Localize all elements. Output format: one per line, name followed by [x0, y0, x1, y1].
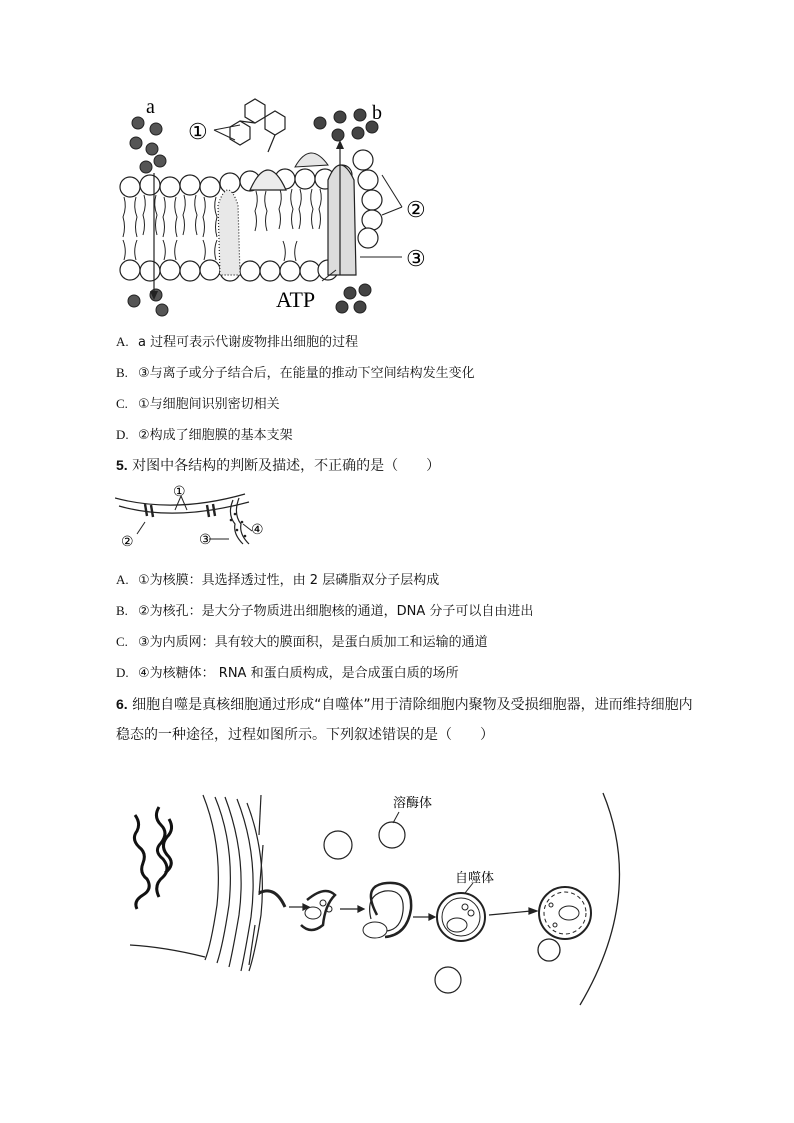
q5-stem: 5. 对图中各结构的判断及描述，不正确的是（ ）: [116, 457, 441, 474]
q5-label-3: ③: [199, 533, 212, 548]
label-lysosome: 溶酶体: [393, 796, 433, 811]
q4-option-c: C. ①与细胞间识别密切相关: [116, 396, 280, 412]
q5-option-a: A. ①为核膜：具选择透过性，由 2 层磷脂双分子层构成: [116, 572, 440, 588]
label-autophagosome: 自噬体: [455, 871, 495, 886]
molecules-a: [128, 117, 168, 316]
peripheral-protein: [295, 153, 328, 167]
q6-stem-line2: 稳态的一种途径，过程如图所示。下列叙述错误的是（ ）: [116, 727, 494, 743]
q4-option-a: A. a 过程可表示代谢废物排出细胞的过程: [116, 334, 359, 350]
q5-label-2: ②: [121, 535, 134, 550]
nucleus-figure: [115, 484, 275, 556]
q5-option-d: D. ④为核糖体： RNA 和蛋白质构成，是合成蛋白质的场所: [116, 665, 459, 681]
q6-stem-line1: 6. 细胞自噬是真核细胞通过形成“自噬体”用于清除细胞内聚物及受损细胞器，进而维持细胞内: [116, 696, 693, 713]
q4-option-b: B. ③与离子或分子结合后，在能量的推动下空间结构发生变化: [116, 365, 475, 381]
label-b: b: [372, 102, 382, 124]
q5-option-c: C. ③为内质网：具有较大的膜面积，是蛋白质加工和运输的通道: [116, 634, 488, 650]
q5-label-1: ①: [173, 485, 186, 500]
label-1: ①: [188, 119, 208, 144]
label-atp: ATP: [276, 287, 316, 312]
carrier-protein: [328, 165, 356, 275]
label-3: ③: [406, 246, 426, 271]
q5-option-b: B. ②为核孔：是大分子物质进出细胞核的通道，DNA 分子可以自由进出: [116, 603, 534, 619]
label-2: ②: [406, 197, 426, 222]
q4-option-d: D. ②构成了细胞膜的基本支架: [116, 427, 293, 443]
label-a: a: [146, 96, 155, 118]
autophagy-figure: [125, 785, 635, 1010]
membrane-figure: [110, 95, 440, 320]
transmembrane-protein: [218, 190, 240, 275]
q5-label-4: ④: [251, 523, 264, 538]
